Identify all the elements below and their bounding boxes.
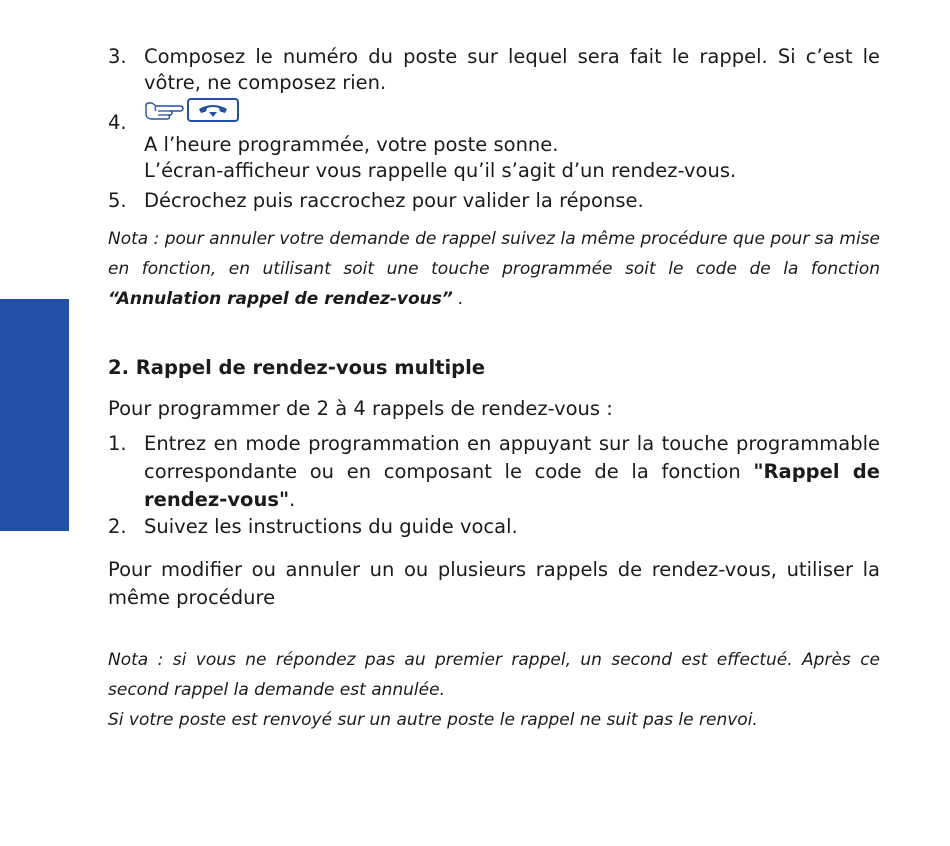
step-4-body bbox=[144, 102, 880, 184]
step-number: 3. bbox=[108, 45, 127, 68]
page-content bbox=[108, 44, 880, 735]
nota-line-2: Si votre poste est renvoyé sur un autre poste le rappel ne suit pas le renvoi. bbox=[108, 710, 758, 730]
step-function-name: "Rappel de rendez-vous" bbox=[144, 460, 880, 511]
nota-rappel bbox=[108, 645, 880, 735]
chapter-side-tab bbox=[0, 299, 69, 531]
pointing-hand-icon bbox=[144, 100, 184, 120]
step-number: 5. bbox=[108, 189, 127, 212]
section-heading: 2. Rappel de rendez-vous multiple bbox=[108, 356, 486, 379]
section-intro: Pour programmer de 2 à 4 rappels de rendez-vous : bbox=[108, 397, 613, 420]
nota-end: . bbox=[452, 289, 464, 309]
step-4 bbox=[108, 102, 880, 184]
step-text: Entrez en mode programmation en appuyant sur la touche programmable correspondante ou en composant le code de la fonction bbox=[144, 432, 880, 483]
step-text: Décrochez puis raccrochez pour valider la réponse. bbox=[144, 189, 644, 212]
modify-paragraph: Pour modifier ou annuler un ou plusieurs rappels de rendez-vous, utiliser la même procédure bbox=[108, 558, 880, 609]
nota-annulation bbox=[108, 224, 880, 314]
step-number: 2. bbox=[108, 515, 127, 538]
step-number: 1. bbox=[108, 432, 127, 455]
nota-function-name: “Annulation rappel de rendez-vous” bbox=[108, 289, 453, 309]
nota-text: Nota : pour annuler votre demande de rappel suivez la même procédure que pour sa mise en fonction, en utilisant soit une touche programmée soit le code de la fonction bbox=[108, 229, 880, 279]
step-text: Suivez les instructions du guide vocal. bbox=[144, 515, 518, 538]
step-5 bbox=[108, 188, 880, 214]
step-3 bbox=[108, 44, 880, 96]
step-end: . bbox=[289, 488, 296, 511]
multi-step-1-body bbox=[144, 430, 880, 514]
step-4-icons bbox=[144, 98, 239, 122]
nota-line-1: Nota : si vous ne répondez pas au premier rappel, un second est effectué. Après ce second rappel la demande est annulée. bbox=[108, 650, 880, 700]
step-4-line-1: A l’heure programmée, votre poste sonne. bbox=[144, 133, 559, 156]
multi-step-2 bbox=[108, 514, 880, 540]
multi-step-1 bbox=[108, 430, 880, 514]
step-4-line-2: L’écran-afficheur vous rappelle qu’il s’agit d’un rendez-vous. bbox=[144, 159, 737, 182]
step-text: Composez le numéro du poste sur lequel sera fait le rappel. Si c’est le vôtre, ne composez rien. bbox=[144, 45, 880, 94]
step-number: 4. bbox=[108, 111, 127, 134]
hang-up-key-icon bbox=[187, 98, 239, 122]
